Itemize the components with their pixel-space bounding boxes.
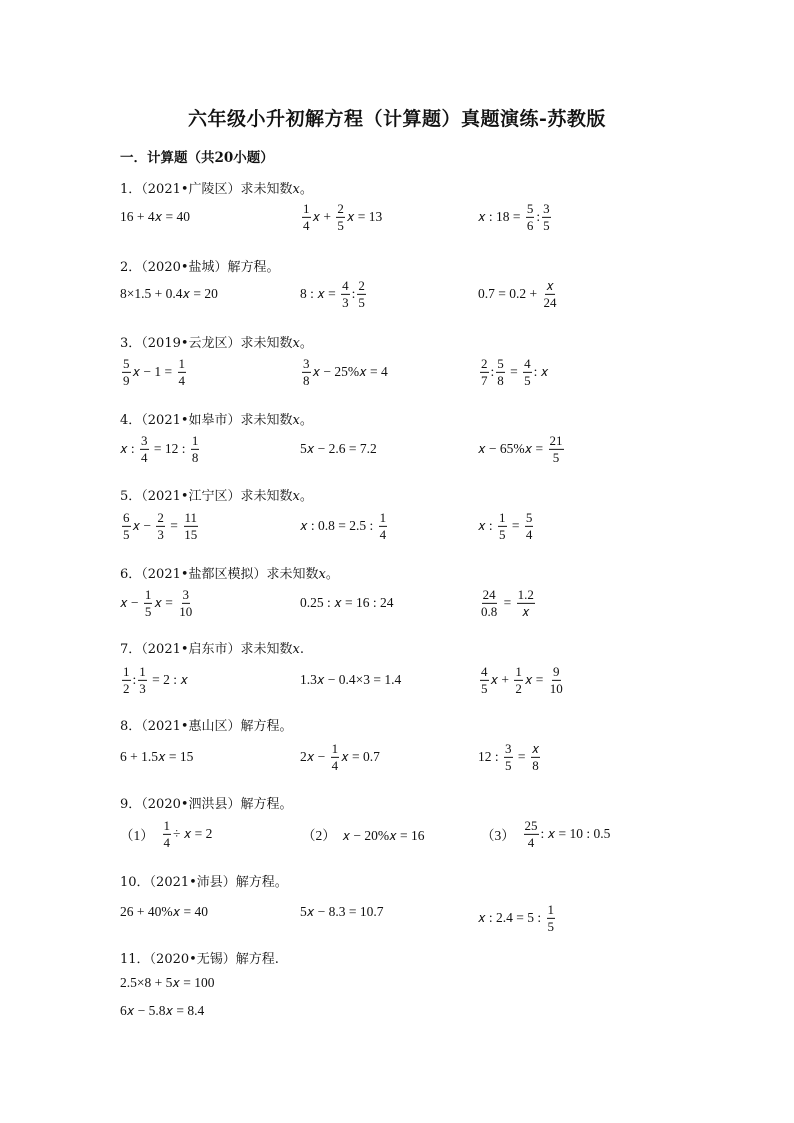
fraction-denominator: 4 <box>525 526 533 542</box>
fraction-numerator: 3 <box>505 740 512 756</box>
fraction-numerator: 1 <box>379 509 387 525</box>
equation <box>478 279 559 309</box>
fraction-denominator: 4 <box>141 449 148 465</box>
question-label: 9．（2020•泗洪县）解方程。 <box>120 797 293 812</box>
equation <box>300 742 380 772</box>
equation-text: （3） <box>481 828 522 843</box>
equation-text: 𝑥 = 0.7 <box>341 749 380 764</box>
fraction-numerator: 11 <box>184 509 198 525</box>
equation <box>120 286 218 302</box>
equation <box>478 903 557 933</box>
fraction-numerator: 1 <box>331 740 339 756</box>
fraction-numerator: 1 <box>163 817 170 833</box>
equation-text: 8×1.5 + 0.4𝑥 = 20 <box>120 286 218 301</box>
equation-text: 0.25 : 𝑥 = 16 : 24 <box>300 595 394 610</box>
fraction-numerator: 1.2 <box>517 586 534 602</box>
fraction-numerator: 4 <box>481 663 488 679</box>
fraction-denominator: 0.8 <box>481 603 498 619</box>
equation <box>120 819 212 849</box>
equation-text: 26 + 40%𝑥 = 40 <box>120 904 208 919</box>
fraction-numerator: 2 <box>157 509 164 525</box>
equation <box>120 357 188 387</box>
equation-text: : <box>490 364 495 379</box>
equation <box>120 975 215 991</box>
fraction-denominator: 4 <box>303 217 310 233</box>
fraction <box>183 511 198 541</box>
equation-text: 𝑥 : <box>120 441 139 456</box>
equation-text: 16 + 4𝑥 = 40 <box>120 209 190 224</box>
equation <box>478 202 553 232</box>
fraction-numerator: 24 <box>482 586 496 602</box>
equation <box>481 819 610 849</box>
fraction <box>531 742 540 772</box>
equation-text: 𝑥 : 18 = <box>478 209 524 224</box>
fraction-numerator: 2 <box>337 200 344 216</box>
equation-text: 𝑥 = 13 <box>346 209 383 224</box>
question-label: 2．（2020•盐城）解方程。 <box>120 260 280 275</box>
question-label: 1．（2021•广陵区）求未知数𝑥。 <box>120 182 313 197</box>
equation-text: = 12 : <box>150 441 189 456</box>
equation <box>120 904 208 920</box>
equation-text: 12 : <box>478 749 503 764</box>
equation-text: 5𝑥 − 8.3 = 10.7 <box>300 904 384 919</box>
fraction <box>504 742 513 772</box>
equation <box>300 202 382 232</box>
equation-text: = <box>506 364 522 379</box>
equation-text: 𝑥 − 1 = <box>132 364 176 379</box>
equation-text: 𝑥 = <box>154 595 177 610</box>
equation-text: ÷ 𝑥 = 2 <box>173 826 213 841</box>
fraction-numerator: 1 <box>499 509 506 525</box>
fraction-numerator: 5 <box>497 355 504 371</box>
equation <box>300 441 377 457</box>
fraction <box>336 202 345 232</box>
fraction <box>341 279 350 309</box>
fraction <box>523 357 532 387</box>
equation <box>120 1003 204 1019</box>
fraction-denominator: 4 <box>331 757 339 773</box>
fraction <box>525 511 534 541</box>
fraction-denominator: 5 <box>481 680 488 696</box>
question-label: 3．（2019•云龙区）求未知数𝑥。 <box>120 336 313 351</box>
fraction-numerator: 1 <box>547 901 555 917</box>
fraction <box>178 357 187 387</box>
fraction <box>480 588 498 618</box>
fraction-denominator: 5 <box>337 217 344 233</box>
fraction <box>178 588 193 618</box>
fraction-numerator: 5 <box>123 355 130 371</box>
fraction-denominator: 15 <box>184 526 198 542</box>
question-label: 4．（2021•如皋市）求未知数𝑥。 <box>120 413 313 428</box>
fraction <box>547 903 556 933</box>
fraction <box>122 665 131 695</box>
question-label: 5．（2021•江宁区）求未知数𝑥。 <box>120 489 313 504</box>
equation-text: = <box>500 595 515 610</box>
equation <box>300 511 389 541</box>
fraction-numerator: 21 <box>549 432 563 448</box>
equation-text: 2𝑥 − <box>300 749 329 764</box>
fraction-denominator: 8 <box>532 757 539 773</box>
equation-text: 𝑥 − <box>132 518 155 533</box>
equation <box>120 434 201 464</box>
equation-text: 6𝑥 − 5.8𝑥 = 8.4 <box>120 1003 205 1018</box>
equation <box>302 824 425 844</box>
fraction-numerator: 2 <box>358 277 365 293</box>
fraction-denominator: 7 <box>481 372 488 388</box>
equation-text: 8 : 𝑥 = <box>300 286 340 301</box>
equation <box>120 209 190 225</box>
fraction-numerator: 1 <box>139 663 146 679</box>
fraction-numerator: 4 <box>342 277 349 293</box>
fraction-denominator: 3 <box>157 526 164 542</box>
equation <box>120 749 193 765</box>
fraction-numerator: 9 <box>553 663 560 679</box>
equation-text: 𝑥 : 2.4 = 5 : <box>478 910 545 925</box>
equation-text: : 𝑥 = 10 : 0.5 <box>540 826 611 841</box>
fraction-numerator: 4 <box>524 355 531 371</box>
fraction-denominator: 9 <box>123 372 130 388</box>
fraction <box>480 665 489 695</box>
fraction <box>498 511 507 541</box>
fraction <box>524 819 539 849</box>
fraction <box>526 202 535 232</box>
fraction-denominator: 10 <box>549 680 563 696</box>
equation <box>120 588 195 618</box>
fraction <box>379 511 388 541</box>
fraction-denominator: 𝑥 <box>522 603 530 619</box>
fraction-denominator: 4 <box>163 834 170 850</box>
fraction-denominator: 6 <box>526 217 534 233</box>
fraction-denominator: 5 <box>144 603 152 619</box>
fraction-denominator: 2 <box>123 680 130 696</box>
fraction-denominator: 5 <box>123 526 130 542</box>
fraction-numerator: 5 <box>526 200 534 216</box>
section-heading: 一．计算题（共20小题） <box>120 150 274 166</box>
equation-text: 𝑥 − <box>120 595 142 610</box>
fraction-denominator: 5 <box>552 449 560 465</box>
fraction-denominator: 3 <box>139 680 146 696</box>
fraction-numerator: 3 <box>543 200 550 216</box>
fraction-numerator: 1 <box>123 663 130 679</box>
fraction-numerator: 3 <box>303 355 310 371</box>
equation <box>120 665 188 695</box>
equation-text: : <box>132 672 137 687</box>
fraction <box>331 742 340 772</box>
fraction-denominator: 24 <box>543 294 557 310</box>
fraction-denominator: 5 <box>524 372 531 388</box>
fraction <box>549 434 564 464</box>
fraction-denominator: 5 <box>505 757 512 773</box>
equation-text: : <box>536 209 541 224</box>
fraction-denominator: 4 <box>379 526 387 542</box>
question-label: 8．（2021•惠山区）解方程。 <box>120 719 293 734</box>
fraction <box>514 665 523 695</box>
fraction-numerator: 1 <box>303 200 310 216</box>
equation <box>300 672 401 688</box>
equation <box>478 665 566 695</box>
equation-text: （2） 𝑥 − 20%𝑥 = 16 <box>302 828 425 843</box>
fraction <box>122 511 131 541</box>
fraction-numerator: 2 <box>481 355 488 371</box>
equation-text: 𝑥 : <box>478 518 497 533</box>
fraction-denominator: 4 <box>178 372 185 388</box>
equation-text: 𝑥 − 25%𝑥 = 4 <box>312 364 388 379</box>
fraction-numerator: 1 <box>515 663 522 679</box>
fraction-numerator: 1 <box>178 355 185 371</box>
question-label: 11．（2020•无锡）解方程. <box>120 952 279 967</box>
fraction-denominator: 5 <box>547 918 555 934</box>
equation-text: （1） <box>120 828 161 843</box>
equation <box>120 511 200 541</box>
equation-text: = 2 : 𝑥 <box>148 672 188 687</box>
fraction <box>542 202 551 232</box>
fraction-denominator: 5 <box>358 294 365 310</box>
fraction <box>156 511 165 541</box>
equation <box>478 588 537 618</box>
equation-text: = <box>508 518 523 533</box>
question-label: 7．（2021•启东市）求未知数𝑥. <box>120 642 304 657</box>
fraction-numerator: 1 <box>144 586 152 602</box>
equation <box>300 357 388 387</box>
equation-text: : 𝑥 <box>533 364 549 379</box>
fraction-denominator: 8 <box>191 449 199 465</box>
fraction-numerator: 𝑥 <box>546 277 554 293</box>
fraction <box>138 665 147 695</box>
fraction-denominator: 5 <box>543 217 550 233</box>
question-label: 6．（2021•盐都区模拟）求未知数𝑥。 <box>120 567 339 582</box>
fraction-denominator: 4 <box>527 834 535 850</box>
equation-text: 2.5×8 + 5𝑥 = 100 <box>120 975 215 990</box>
fraction <box>302 357 311 387</box>
fraction-numerator: 3 <box>141 432 148 448</box>
equation <box>478 511 535 541</box>
question-label: 10．（2021•沛县）解方程。 <box>120 875 288 890</box>
equation-text: 𝑥 : 0.8 = 2.5 : <box>300 518 377 533</box>
page-title: 六年级小升初解方程（计算题）真题演练-苏教版 <box>188 108 606 130</box>
equation <box>478 357 548 387</box>
equation-text: 𝑥 + <box>312 209 335 224</box>
equation-text: 5𝑥 − 2.6 = 7.2 <box>300 441 377 456</box>
equation-text: = <box>514 749 529 764</box>
equation-text: 1.3𝑥 − 0.4×3 = 1.4 <box>300 672 402 687</box>
fraction-numerator: 25 <box>524 817 538 833</box>
equation-text: 𝑥 + <box>490 672 513 687</box>
equation <box>300 904 384 920</box>
equation <box>478 434 566 464</box>
equation-text: = <box>166 518 182 533</box>
fraction-denominator: 5 <box>499 526 506 542</box>
equation <box>478 742 542 772</box>
fraction <box>302 202 311 232</box>
fraction-denominator: 8 <box>497 372 504 388</box>
fraction-denominator: 10 <box>179 603 193 619</box>
fraction-denominator: 2 <box>515 680 522 696</box>
fraction <box>549 665 564 695</box>
fraction <box>144 588 153 618</box>
fraction <box>496 357 505 387</box>
fraction <box>122 357 131 387</box>
equation-text: 6 + 1.5𝑥 = 15 <box>120 749 194 764</box>
fraction-numerator: 3 <box>182 586 190 602</box>
fraction-numerator: 𝑥 <box>531 740 540 756</box>
fraction-denominator: 8 <box>303 372 310 388</box>
fraction <box>517 588 535 618</box>
fraction <box>163 819 172 849</box>
fraction <box>480 357 489 387</box>
fraction <box>191 434 200 464</box>
fraction <box>140 434 149 464</box>
equation-text: 𝑥 − 65%𝑥 = <box>478 441 547 456</box>
equation <box>300 595 394 611</box>
fraction-numerator: 1 <box>191 432 199 448</box>
fraction-numerator: 5 <box>525 509 533 525</box>
fraction-numerator: 6 <box>123 509 130 525</box>
equation-text: 𝑥 = <box>524 672 547 687</box>
equation-text: 0.7 = 0.2 + <box>478 286 541 301</box>
equation-text: : <box>351 286 356 301</box>
fraction-denominator: 3 <box>342 294 349 310</box>
equation <box>300 279 368 309</box>
fraction <box>357 279 366 309</box>
fraction <box>542 279 557 309</box>
